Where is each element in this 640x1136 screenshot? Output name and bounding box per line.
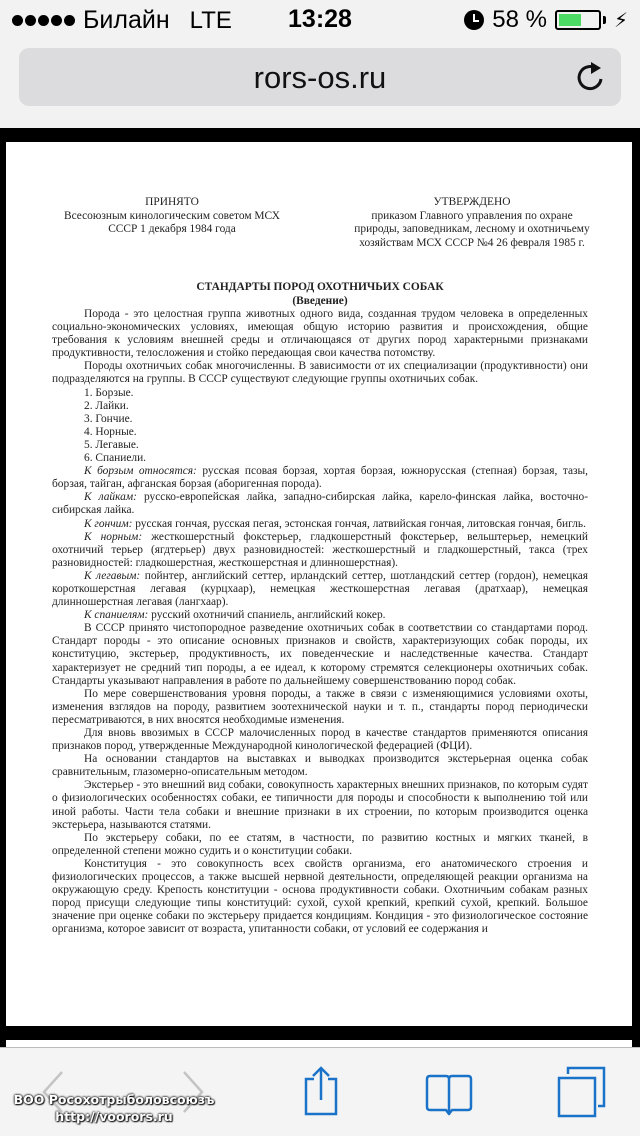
paragraph-laika [52,491,588,517]
group-label: К спаниелям: [84,609,149,622]
header-approved-line: природы, заповедникам, лесному и охотничьему [354,223,590,235]
watermark-line: ВОО Росохотрыболовсоюзъ [13,1092,215,1107]
battery-percent: 58 % [492,6,547,33]
battery-tip [603,16,606,24]
document-subtitle: (Введение) [292,295,348,307]
header-accepted-line: СССР 1 декабря 1984 года [108,223,236,235]
charging-bolt-icon: ⚡︎ [613,9,628,32]
header-approved [342,196,602,250]
share-icon[interactable] [298,1066,348,1118]
document-title: СТАНДАРТЫ ПОРОД ОХОТНИЧЬИХ СОБАК [196,281,444,293]
header-approved-title: УТВЕРЖДЕНО [433,196,511,208]
group-text: русский охотничий спаниель, английский кокер. [148,609,386,622]
watermark [4,1091,224,1125]
group-label: К лайкам: [84,491,137,504]
paragraph: Породы охотничьих собак многочисленны. В зависимости от их специализации (продуктивности) они подразделяются на группы. В СССР существуют следующие группы охотничьих собак. [52,360,588,386]
header-approved-line: приказом Главного управления по охране [371,209,573,222]
network-type: LTE [189,6,232,34]
list-item: 2. Лайки. [84,399,129,412]
address-bar[interactable] [19,48,621,106]
paragraph: Порода - это целостная группа животных одного вида, созданная трудом человека в определенных социально-экономических условиях, имеющая общую историю развития и происхождения, общие требования к условиям внешней среды и отличающаяся от других пород характерными признаками продуктивности, телосложения и стойко передающая свои качества потомству. [52,308,588,360]
tabs-icon[interactable] [556,1066,606,1118]
bookmarks-icon[interactable] [424,1066,474,1118]
group-label: К легавым: [84,569,141,582]
group-text: пойнтер, английский сеттер, ирландский сеттер, шотландский сеттер (гордон), немецкая короткошерстная легавая (курцхаар), немецкая жесткошерстная легавая (дратхаар), немецкая длинношерстная легавая (лангхаар). [52,569,588,609]
paragraph: Для вновь ввозимых в СССР малочисленных пород в качестве стандартов применяются описания признаков пород, утвержденные Международной кинологической федерацией (ФЦИ). [52,727,588,753]
group-label: К норным: [84,530,143,543]
list-item: 4. Норные. [84,425,137,438]
clock: 13:28 [288,5,352,33]
header-approved-line: хозяйствам МСХ СССР №4 26 февраля 1985 г. [359,236,585,249]
carrier-name: Билайн [83,6,170,34]
group-text: русско-европейская лайка, западно-сибирская лайка, карело-финская лайка, восточно-сибирская лайка. [52,491,589,517]
document-title-block [52,280,588,308]
battery-icon [555,10,601,30]
paragraph-terrier [52,531,588,570]
group-text: жесткошерстный фокстерьер, гладкошерстный фокстерьер, вельштерьер, немецкий охотничий терьер (ягдтерьер) двух разновидностей: жесткошерстный и гладкошерстный, такса (трех разновидностей: гладкошерстная, жесткошерстная и длинношерстная). [52,530,588,569]
pdf-viewer[interactable] [0,128,640,1048]
group-label: К гончим: [84,517,133,530]
browser-header [0,40,640,128]
paragraph: По мере совершенствования уровня породы, а также в связи с изменяющимися условиями охоты, изменения взглядов на породу, развитием зоотехнической науки и т. п., стандарты пород периодически пересматриваются, в них вносятся необходимые изменения. [52,687,588,726]
watermark-line: http://voorors.ru [55,1109,173,1124]
list-item: 3. Гончие. [84,412,133,425]
list-item: 6. Спаниели. [84,452,147,465]
status-right [464,6,628,34]
reload-icon[interactable] [573,60,607,94]
paragraph: Экстерьер - это внешний вид собаки, совокупность характерных внешних признаков, по которым судят о физиологических особенностях собаки, ее типичности для породы и способности к выполнению той или иной работы. Части тела собаки и внешние признаки в их строении, по которым производится оценка экстерьера, называются статями. [52,779,588,831]
header-accepted-line: Всесоюзным кинологическим советом МСХ [63,209,281,222]
paragraph: По экстерьеру собаки, по ее статям, в частности, по развитию костных и мягких тканей, в определенной степени можно судить и о конституции собаки. [52,831,588,857]
paragraph-borzoi [52,465,588,491]
document-page [6,142,632,1026]
paragraph: На основании стандартов на выставках и выводках производится экстерьерная оценка собак сравнительным, глазомерно-описательным методом. [52,753,588,779]
alarm-icon [464,10,484,30]
document-body [52,308,588,937]
paragraph: В СССР принято чистопородное разведение охотничьих собак в соответствии со стандартами пород. Стандарт породы - это описание основных признаков и свойств, характеризующих собак породы, их конституцию, экстерьер, продуктивность, их поведенческие и наследственные качества. Стандарт характеризует не средний тип породы, а ее идеал, к которому стремятся селекционеры охотничьих собак. Стандарты указывают направления в работе по дальнейшему совершенствованию пород собак. [52,622,588,687]
paragraph-spaniel [52,609,588,622]
status-bar [0,0,640,40]
group-text: русская псовая борзая, хортая борзая, южнорусская (степная) борзая, тазы, борзая, тайган, афганская борзая (аборигенная порода). [52,465,588,491]
paragraph-hound [52,518,588,531]
group-text: русская гончая, русская пегая, эстонская гончая, латвийская гончая, литовская гончая, бигль. [132,517,586,530]
list-item: 5. Легавые. [84,438,139,451]
paragraph: Конституция - это совокупность всех свойств организма, его анатомического строения и физиологических процессов, а также высшей нервной деятельности, определяющей реакции организма на окружающую среду. Крепость конституции - основа продуктивности собаки. Охотничьим собакам разных пород присущи следующие типы конституций: сухой, сухой крепкий, крепкий сухой, крепкий. Большое значение при оценке собаки по экстерьеру придается кондициям. Кондиция - это физиологическое состояние организма, которое зависит от возраста, упитанности собаки, от условий ее содержания и [52,857,588,936]
list-item: 1. Борзые. [84,386,134,399]
group-label: К борзым относятся: [84,465,197,478]
url-text[interactable]: rors-os.ru [253,60,387,95]
paragraph-pointer [52,570,588,609]
header-accepted [52,196,292,237]
header-accepted-title: ПРИНЯТО [145,196,199,208]
